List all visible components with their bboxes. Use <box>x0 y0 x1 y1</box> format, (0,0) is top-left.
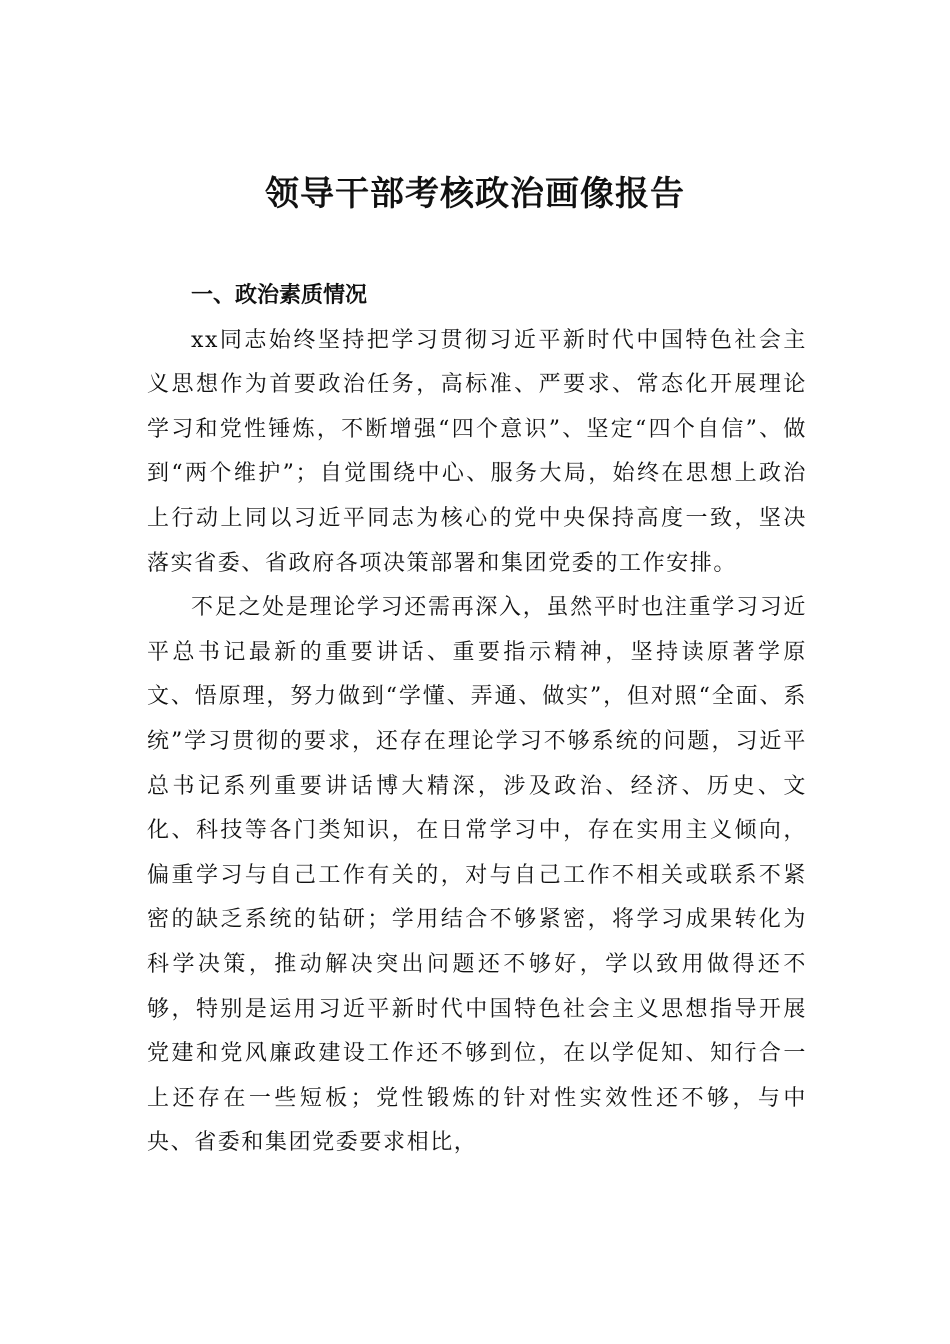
document-title: 领导干部考核政治画像报告 <box>265 174 685 214</box>
paragraph-2: 不足之处是理论学习还需再深入，虽然平时也注重学习习近平总书记最新的重要讲话、重要指示精神，坚持读原著学原文、悟原理，努力做到“学懂、弄通、做实”，但对照“全面、系统”学习贯彻的要求，还存在理论学习不够系统的问题，习近平总书记系列重要讲话博大精深，涉及政治、经济、历史、文化、科技等各门类知识，在日常学习中，存在实用主义倾向，偏重学习与自己工作有关的，对与自己工作不相关或联系不紧密的缺乏系统的钻研；学用结合不够紧密，将学习成果转化为科学决策，推动解决突出问题还不够好，学以致用做得还不够，特别是运用习近平新时代中国特色社会主义思想指导开展党建和党风廉政建设工作还不够到位，在以学促知、知行合一上还存在一些短板；党性锻炼的针对性实效性还不够，与中央、省委和集团党委要求相比， <box>147 595 807 1156</box>
document-body <box>147 274 807 1166</box>
section-heading: 一、政治素质情况 <box>191 283 368 308</box>
paragraph-1: xx同志始终坚持把学习贯彻习近平新时代中国特色社会主义思想作为首要政治任务，高标准、严要求、常态化开展理论学习和党性锤炼，不断增强“四个意识”、坚定“四个自信”、做到“两个维护”；自觉围绕中心、服务大局，始终在思想上政治上行动上同以习近平同志为核心的党中央保持高度一致，坚决落实省委、省政府各项决策部署和集团党委的工作安排。 <box>147 327 807 576</box>
